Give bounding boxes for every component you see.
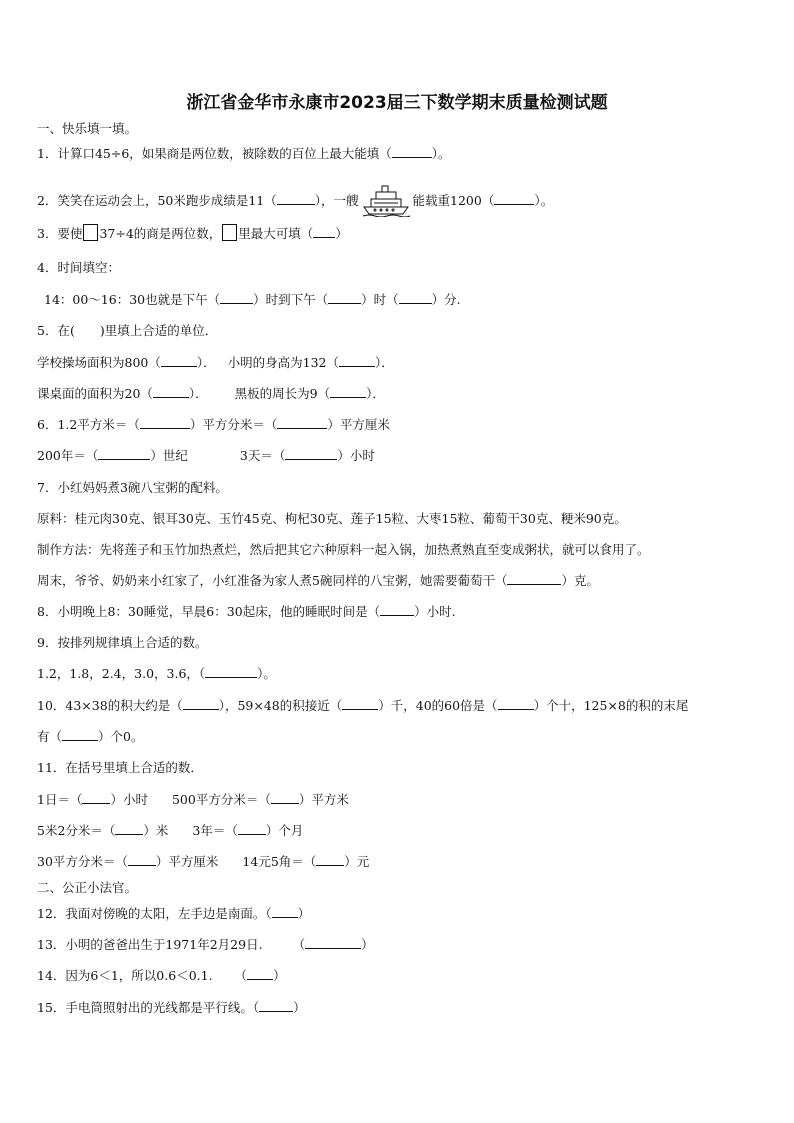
question-11-heading: 11．在括号里填上合适的数． bbox=[37, 760, 203, 775]
question-7-ingredients: 原料：桂元肉30克、银耳30克、玉竹45克、枸杞30克、莲子15粒、大枣15粒、葡萄干30克、粳米90克。 bbox=[37, 511, 627, 526]
answer-blank[interactable] bbox=[205, 666, 257, 678]
question-3: 3．要使 37÷4的商是两位数， 里最大可填（ ） bbox=[37, 226, 348, 241]
question-15: 15．手电筒照射出的光线都是平行线。（ ） bbox=[37, 1000, 306, 1015]
digit-box[interactable] bbox=[222, 224, 237, 241]
question-9-heading: 9．按排列规律填上合适的数。 bbox=[37, 635, 208, 650]
answer-blank[interactable] bbox=[392, 146, 432, 158]
question-6-line-2: 200年＝（ ）世纪 3天＝（ ）小时 bbox=[37, 448, 375, 463]
question-11-line-2: 5米2分米＝（ ）米 3年＝（ ）个月 bbox=[37, 823, 304, 838]
question-10-line-1: 10．43×38的积大约是（ ），59×48的积接近（ ）千，40的60倍是（ ）个十，125×8的积的末尾 bbox=[37, 698, 689, 713]
ship-icon bbox=[361, 183, 411, 221]
answer-blank[interactable] bbox=[399, 292, 432, 304]
question-10-line-2: 有（ ）个0。 bbox=[37, 729, 144, 744]
answer-blank[interactable] bbox=[183, 698, 219, 710]
answer-blank[interactable] bbox=[272, 906, 298, 918]
answer-blank[interactable] bbox=[328, 292, 361, 304]
question-11-line-1: 1日＝（ ）小时 500平方分米＝（ ）平方米 bbox=[37, 792, 349, 807]
question-6-line-1: 6．1.2平方米＝（ ）平方分米＝（ ）平方厘米 bbox=[37, 417, 390, 432]
answer-blank[interactable] bbox=[247, 968, 273, 980]
answer-blank[interactable] bbox=[339, 355, 375, 367]
question-13: 13．小明的爸爸出生于1971年2月29日. （ ） bbox=[37, 937, 374, 952]
answer-blank[interactable] bbox=[330, 386, 366, 398]
question-7-method: 制作方法：先将莲子和玉竹加热煮烂，然后把其它六种原料一起入锅，加热煮熟直至变成粥状，就可以食用了。 bbox=[37, 542, 650, 557]
answer-blank[interactable] bbox=[277, 193, 315, 205]
answer-blank[interactable] bbox=[316, 854, 344, 866]
section-2-heading: 二、公正小法官。 bbox=[37, 880, 138, 895]
answer-blank[interactable] bbox=[507, 573, 561, 585]
question-14: 14．因为6＜1，所以0.6＜0.1. （ ） bbox=[37, 968, 286, 983]
answer-blank[interactable] bbox=[238, 823, 266, 835]
question-7-question: 周末，爷爷、奶奶来小红家了，小红准备为家人煮5碗同样的八宝粥，她需要葡萄干（ ）克。 bbox=[37, 573, 599, 588]
answer-blank[interactable] bbox=[498, 698, 534, 710]
answer-blank[interactable] bbox=[271, 792, 299, 804]
question-11-line-3: 30平方分米＝（ ）平方厘米 14元5角＝（ ）元 bbox=[37, 854, 370, 869]
answer-blank[interactable] bbox=[140, 417, 190, 429]
answer-blank[interactable] bbox=[82, 792, 110, 804]
answer-blank[interactable] bbox=[220, 292, 253, 304]
answer-blank[interactable] bbox=[62, 729, 98, 741]
answer-blank[interactable] bbox=[277, 417, 327, 429]
question-1: 1．计算口45÷6，如果商是两位数，被除数的百位上最大能填（ ）。 bbox=[37, 146, 451, 161]
question-8: 8．小明晚上8：30睡觉，早晨6：30起床，他的睡眠时间是（ ）小时. bbox=[37, 604, 456, 619]
digit-box[interactable] bbox=[83, 224, 98, 241]
section-1-heading: 一、快乐填一填。 bbox=[37, 121, 138, 136]
answer-blank[interactable] bbox=[98, 448, 150, 460]
question-5-line-1: 学校操场面积为800（ ）． 小明的身高为132（ ）． bbox=[37, 355, 394, 370]
question-12: 12．我面对傍晚的太阳，左手边是南面。（ ） bbox=[37, 906, 311, 921]
question-5-heading: 5．在( )里填上合适的单位． bbox=[37, 323, 218, 338]
answer-blank[interactable] bbox=[380, 604, 414, 616]
answer-blank[interactable] bbox=[128, 854, 156, 866]
answer-blank[interactable] bbox=[313, 226, 335, 238]
question-4: 14：00～16：30也就是下午（ ）时到下午（ ）时（ ）分. bbox=[44, 292, 461, 307]
question-4-heading: 4．时间填空： bbox=[37, 260, 120, 275]
answer-blank[interactable] bbox=[153, 386, 189, 398]
answer-blank[interactable] bbox=[285, 448, 337, 460]
answer-blank[interactable] bbox=[161, 355, 197, 367]
page-title: 浙江省金华市永康市2023届三下数学期末质量检测试题 bbox=[186, 93, 608, 113]
question-2: 2．笑笑在运动会上，50米跑步成绩是11（ ），一艘 能载重1200（ ）。 bbox=[37, 183, 553, 221]
answer-blank[interactable] bbox=[115, 823, 143, 835]
question-7-heading: 7．小红妈妈煮3碗八宝粥的配料。 bbox=[37, 480, 228, 495]
answer-blank[interactable] bbox=[494, 193, 534, 205]
answer-blank[interactable] bbox=[259, 1000, 293, 1012]
answer-blank[interactable] bbox=[342, 698, 378, 710]
question-9: 1.2，1.8，2.4，3.0，3.6，（ ）。 bbox=[37, 666, 276, 681]
answer-blank[interactable] bbox=[305, 937, 361, 949]
question-5-line-2: 课桌面的面积为20（ ）． 黑板的周长为9（ ）． bbox=[37, 386, 385, 401]
